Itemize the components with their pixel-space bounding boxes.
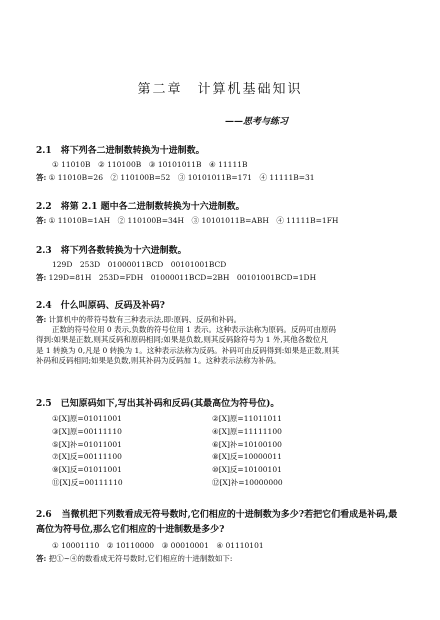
question-number: 2.2 — [36, 202, 52, 212]
answer-label: 答: — [36, 273, 47, 283]
question-number: 2.4 — [36, 301, 52, 311]
code-item: ⑩[X]反=10100101 — [212, 465, 282, 475]
answer-line: 得到:如果是正数,则其反码和原码相同;如果是负数,则其反码除符号为 1 外,其他各数位凡 — [36, 335, 328, 345]
answer-line: 是 1 转换为 0,凡是 0 转换为 1。这种表示法称为反码。补码可由反码得到:如果是正数,则其 — [36, 345, 340, 355]
code-item: ②[X]原=11011011 — [212, 414, 282, 424]
question-text: 将下列各二进制数转换为十进制数。 — [60, 146, 205, 156]
answer-line: 正数的符号位用 0 表示,负数的符号位用 1 表示。这种表示法称为原码。反码可由原码 — [52, 325, 336, 335]
code-item: ⑥[X]补=10100100 — [212, 439, 282, 449]
question-2-2 — [36, 201, 416, 226]
question-heading — [36, 300, 416, 312]
question-items: ① 10001110 ② 10110000 ③ 00010001 ④ 01110101 — [52, 540, 264, 550]
code-item: ④[X]原=11111100 — [212, 426, 282, 436]
section-subtitle: ——思考与练习 — [225, 117, 289, 127]
answer-text: ① 11010B=1AH ② 110100B=34H ③ 10101011B=ABH ④ 11111B=1FH — [48, 216, 339, 226]
code-item: ③[X]原=00111110 — [52, 426, 122, 436]
code-item: ⑧[X]反=10000011 — [212, 452, 282, 462]
code-item: ①[X]原=01011001 — [52, 414, 122, 424]
answer — [36, 273, 416, 283]
code-item: ⑫[X]补=10000000 — [212, 477, 283, 487]
question-number: 2.5 — [36, 399, 52, 409]
question-heading — [36, 398, 416, 410]
answer-label: 答: — [36, 173, 47, 183]
answer — [36, 216, 416, 226]
question-2-4 — [36, 300, 416, 366]
answer-text: 129D=81H 253D=FDH 01000011BCD=2BH 00101001BCD=1DH — [48, 273, 317, 283]
answer-label: 答: — [36, 216, 47, 226]
answer-line: 补码和反码相同;如果是负数,则其补码为反码加 1。这种表示法称为补码。 — [36, 355, 281, 365]
answer — [36, 315, 416, 366]
question-items: ① 11010B ② 110100B ③ 10101011B ④ 11111B — [52, 160, 248, 170]
code-item: ⑦[X]反=00111100 — [52, 452, 122, 462]
answer — [36, 173, 416, 183]
code-item: ⑤[X]补=01011001 — [52, 439, 122, 449]
question-text: 已知原码如下,写出其补码和反码(其最高位为符号位)。 — [60, 399, 280, 409]
question-2-5 — [36, 398, 416, 490]
answer-line: 计算机中的带符号数有三种表示法,即:原码、反码和补码。 — [48, 315, 242, 325]
question-heading — [36, 201, 416, 213]
answer-label: 答: — [36, 553, 47, 563]
question-2-1 — [36, 145, 416, 183]
question-text: 将第 2.1 题中各二进制数转换为十六进制数。 — [60, 202, 245, 212]
answer-text: ① 11010B=26 ② 110100B=52 ③ 10101011B=171 ④ 11111B=31 — [48, 173, 315, 183]
code-item: ⑨[X]反=01011001 — [52, 465, 122, 475]
question-text: 将下列各数转换为十六进制数。 — [60, 246, 187, 256]
answer-label: 答: — [36, 315, 47, 325]
question-2-6 — [36, 508, 416, 564]
question-heading — [36, 508, 406, 538]
chapter-title: 第二章 计算机基础知识 — [137, 82, 303, 97]
answer — [36, 554, 416, 564]
question-heading — [36, 145, 416, 157]
question-text: 什么叫原码、反码及补码? — [60, 301, 165, 311]
question-number: 2.1 — [36, 146, 52, 156]
code-table — [36, 413, 416, 490]
question-heading — [36, 245, 416, 257]
question-items: 129D 253D 01000011BCD 00101001BCD — [52, 260, 227, 270]
answer-text: 把①~④的数看成无符号数时,它们相应的十进制数如下: — [48, 553, 233, 563]
question-2-3 — [36, 245, 416, 283]
code-item: ⑪[X]反=00111110 — [52, 477, 123, 487]
question-number: 2.6 — [36, 510, 52, 520]
question-text: 当微机把下列数看成无符号数时,它们相应的十进制数为多少?若把它们看成是补码,最高位为符号位,那么它们相应的十进制数是多少? — [36, 510, 398, 535]
question-number: 2.3 — [36, 246, 52, 256]
